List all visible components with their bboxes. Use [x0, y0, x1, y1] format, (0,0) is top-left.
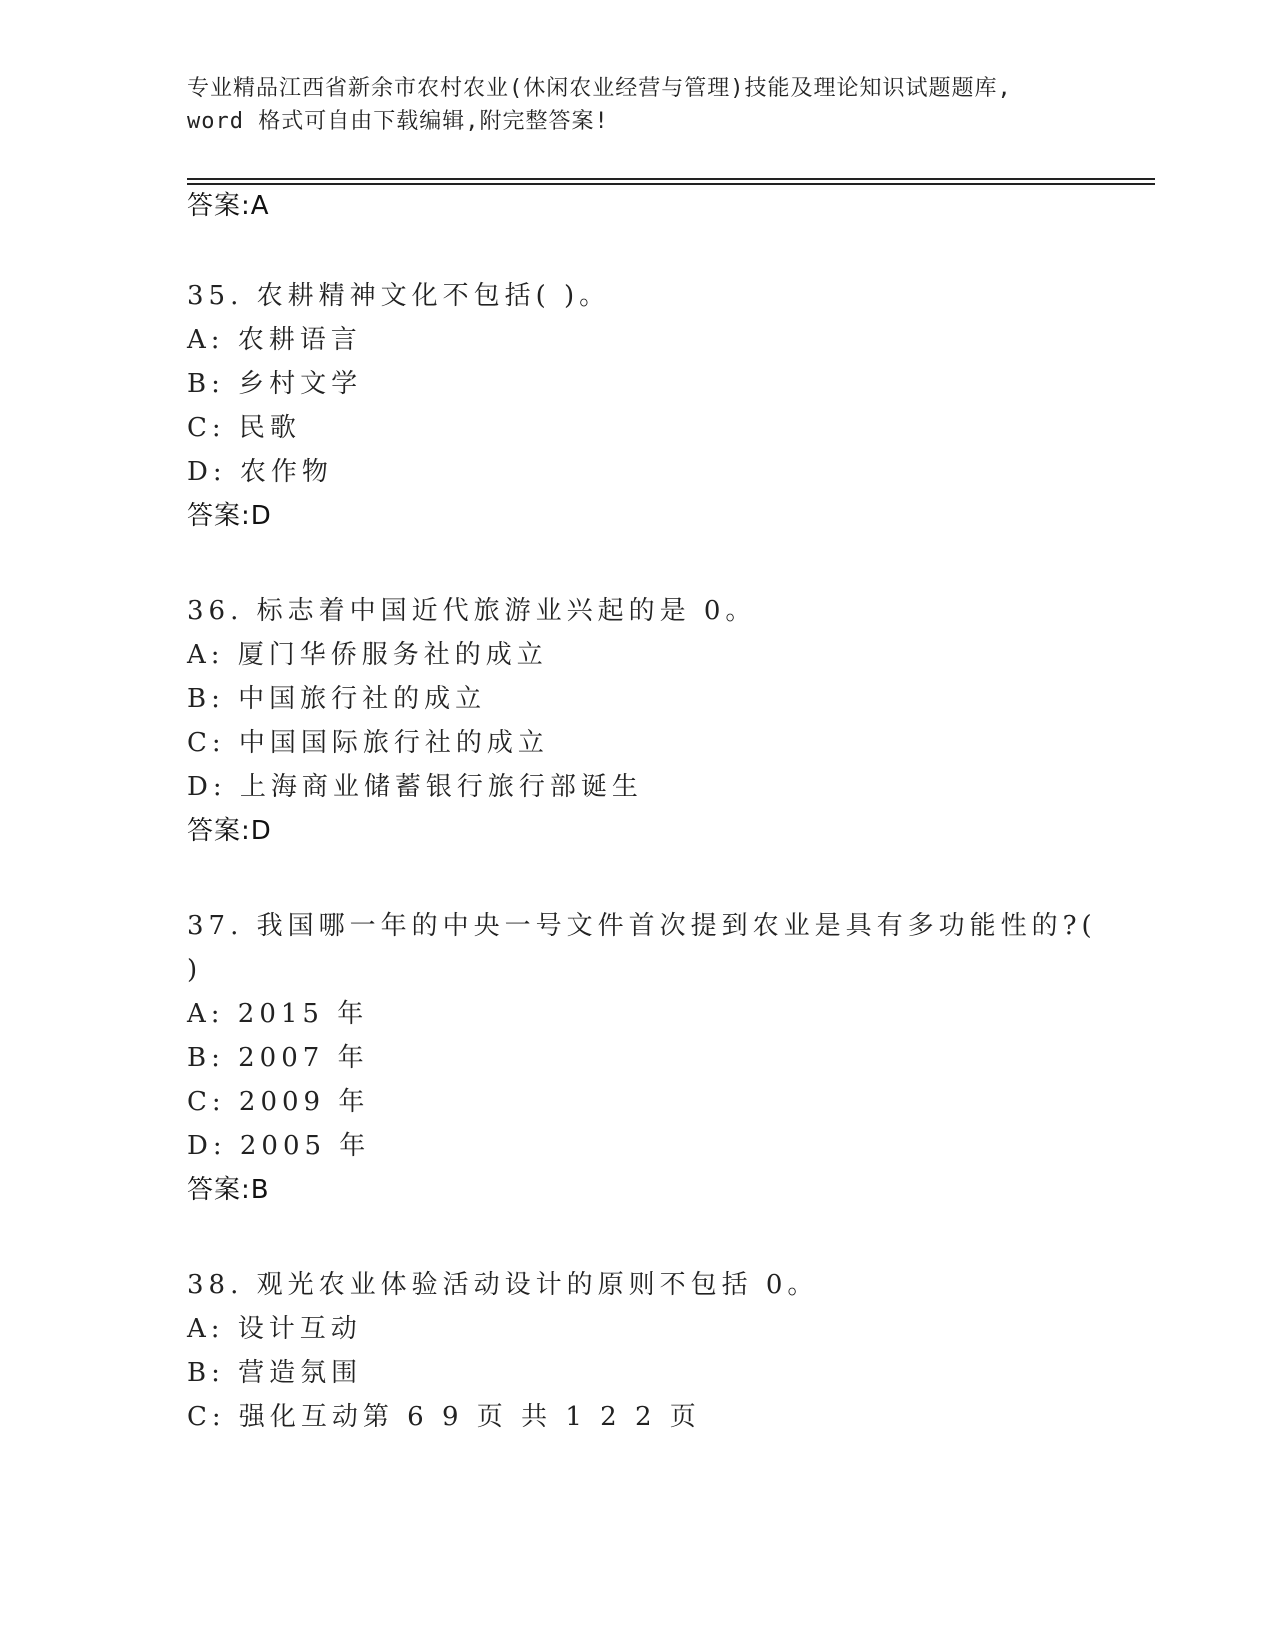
answer-prev: 答案:A [187, 191, 270, 221]
document-header [187, 72, 1087, 138]
question-38-option-c-row [187, 1399, 701, 1435]
question-35-option-b: B: 乡村文学 [187, 369, 363, 399]
question-37-option-b: B: 2007 年 [187, 1043, 369, 1073]
header-rule-top [187, 178, 1155, 180]
header-line-2: word 格式可自由下载编辑,附完整答案! [187, 109, 609, 134]
question-37-stem: 37. 我国哪一年的中央一号文件首次提到农业是具有多功能性的?( [187, 911, 1097, 941]
question-38-option-c: C: 强化互动 [187, 1402, 363, 1432]
question-38-stem: 38. 观光农业体验活动设计的原则不包括 0。 [187, 1270, 819, 1300]
question-35-option-c: C: 民歌 [187, 413, 301, 443]
question-38-option-a: A: 设计互动 [187, 1314, 362, 1344]
header-line-1: 专业精品江西省新余市农村农业(休闲农业经营与管理)技能及理论知识试题题库, [187, 76, 1012, 101]
question-37-answer: 答案:B [187, 1175, 270, 1205]
question-36-option-b: B: 中国旅行社的成立 [187, 684, 487, 714]
page-footer: 第 6 9 页 共 1 2 2 页 [362, 1402, 701, 1432]
question-37-option-c: C: 2009 年 [187, 1087, 370, 1117]
question-36-option-c: C: 中国国际旅行社的成立 [187, 728, 549, 758]
question-36-option-d: D: 上海商业储蓄银行旅行部诞生 [187, 772, 643, 802]
question-35-option-d: D: 农作物 [187, 457, 333, 487]
question-36-answer: 答案:D [187, 816, 272, 846]
question-37-option-d: D: 2005 年 [187, 1131, 371, 1161]
question-38-option-b: B: 营造氛围 [187, 1358, 363, 1388]
question-37-stem-continued: ) [187, 955, 203, 985]
question-36-option-a: A: 厦门华侨服务社的成立 [187, 640, 548, 670]
question-35-stem: 35. 农耕精神文化不包括( )。 [187, 281, 611, 311]
header-rule-bottom [187, 183, 1155, 185]
question-36-stem: 36. 标志着中国近代旅游业兴起的是 0。 [187, 596, 757, 626]
question-35-answer: 答案:D [187, 501, 272, 531]
question-37-option-a: A: 2015 年 [187, 999, 369, 1029]
question-35-option-a: A: 农耕语言 [187, 325, 362, 355]
